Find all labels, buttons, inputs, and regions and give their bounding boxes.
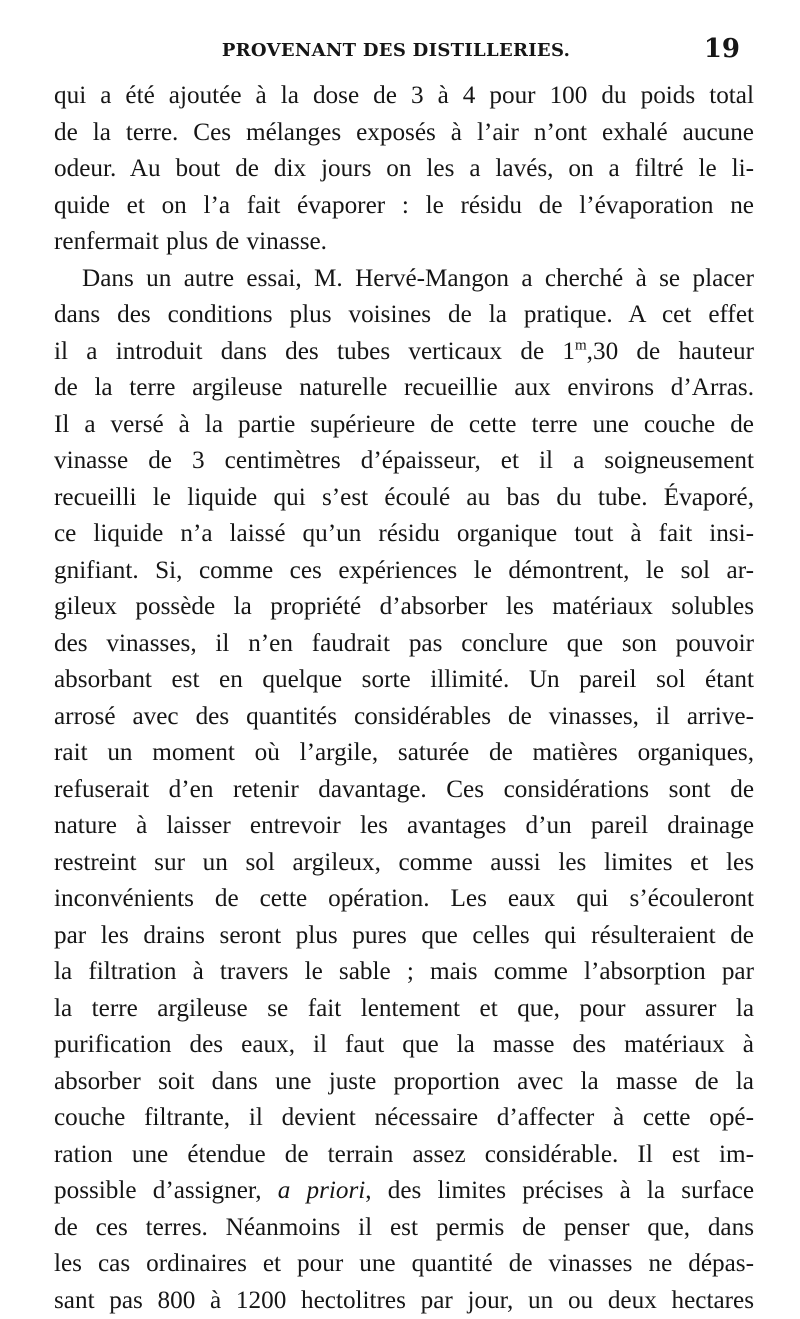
italic-phrase: a priori xyxy=(278,1177,366,1204)
page-number: 19 xyxy=(704,34,740,64)
text-line: couche filtrante, il devient nécessaire d’affecter à cette opé- xyxy=(54,1100,754,1137)
text-line: recueilli le liquide qui s’est écoulé au bas du tube. Évaporé, xyxy=(54,480,754,517)
text-line: absorber soit dans une juste proportion avec la masse de la xyxy=(54,1064,754,1101)
text-line: dans des conditions plus voisines de la pratique. A cet effet xyxy=(54,297,754,334)
text-line-with-italic xyxy=(54,1173,754,1210)
line-text: possible d’assigner, xyxy=(54,1177,278,1204)
text-line: par les drains seront plus pures que celles qui résulteraient de xyxy=(54,918,754,955)
text-line: de la terre argileuse naturelle recueillie aux environs d’Arras. xyxy=(54,370,754,407)
text-line: restreint sur un sol argileux, comme aussi les limites et les xyxy=(54,845,754,882)
text-line: refuserait d’en retenir davantage. Ces considérations sont de xyxy=(54,772,754,809)
text-line: nature à laisser entrevoir les avantages d’un pareil drainage xyxy=(54,808,754,845)
line-text: ,30 de hauteur xyxy=(587,338,754,365)
text-line: inconvénients de cette opération. Les eaux qui s’écouleront xyxy=(54,881,754,918)
text-line: quide et on l’a fait évaporer : le résidu de l’évaporation ne xyxy=(54,188,754,225)
text-line: ce liquide n’a laissé qu’un résidu organique tout à fait insi- xyxy=(54,516,754,553)
running-head xyxy=(52,34,740,68)
text-line: la filtration à travers le sable ; mais comme l’absorption par xyxy=(54,954,754,991)
running-title: PROVENANT DES DISTILLERIES. xyxy=(52,40,740,61)
text-line: gileux possède la propriété d’absorber les matériaux solubles xyxy=(54,589,754,626)
line-text: , des limites précises à la surface xyxy=(365,1177,754,1204)
text-line: gnifiant. Si, comme ces expériences le démontrent, le sol ar- xyxy=(54,553,754,590)
text-line: purification des eaux, il faut que la masse des matériaux à xyxy=(54,1027,754,1064)
text-line: sant pas 800 à 1200 hectolitres par jour, un ou deux hectares xyxy=(54,1283,754,1319)
text-line: de la terre. Ces mélanges exposés à l’air n’ont exhalé aucune xyxy=(54,115,754,152)
superscript-unit: m xyxy=(575,337,587,353)
text-line: vinasse de 3 centimètres d’épaisseur, et il a soigneusement xyxy=(54,443,754,480)
text-line: qui a été ajoutée à la dose de 3 à 4 pour 100 du poids total xyxy=(54,78,754,115)
line-text: il a introduit dans des tubes verticaux de 1 xyxy=(54,338,575,365)
text-line: odeur. Au bout de dix jours on les a lavés, on a filtré le li- xyxy=(54,151,754,188)
text-line: de ces terres. Néanmoins il est permis de penser que, dans xyxy=(54,1210,754,1247)
text-line: renfermait plus de vinasse. xyxy=(54,224,754,261)
text-line: Il a versé à la partie supérieure de cette terre une couche de xyxy=(54,407,754,444)
text-line: ration une étendue de terrain assez considérable. Il est im- xyxy=(54,1137,754,1174)
text-line: la terre argileuse se fait lentement et que, pour assurer la xyxy=(54,991,754,1028)
paragraph-start-line: Dans un autre essai, M. Hervé-Mangon a cherché à se placer xyxy=(54,261,754,298)
text-line: les cas ordinaires et pour une quantité de vinasses ne dépas- xyxy=(54,1246,754,1283)
text-line-with-superscript xyxy=(54,334,754,371)
text-line: arrosé avec des quantités considérables de vinasses, il arrive- xyxy=(54,699,754,736)
text-line: rait un moment où l’argile, saturée de matières organiques, xyxy=(54,735,754,772)
text-line: des vinasses, il n’en faudrait pas conclure que son pouvoir xyxy=(54,626,754,663)
text-line: absorbant est en quelque sorte illimité. Un pareil sol étant xyxy=(54,662,754,699)
body-text xyxy=(54,78,754,1319)
